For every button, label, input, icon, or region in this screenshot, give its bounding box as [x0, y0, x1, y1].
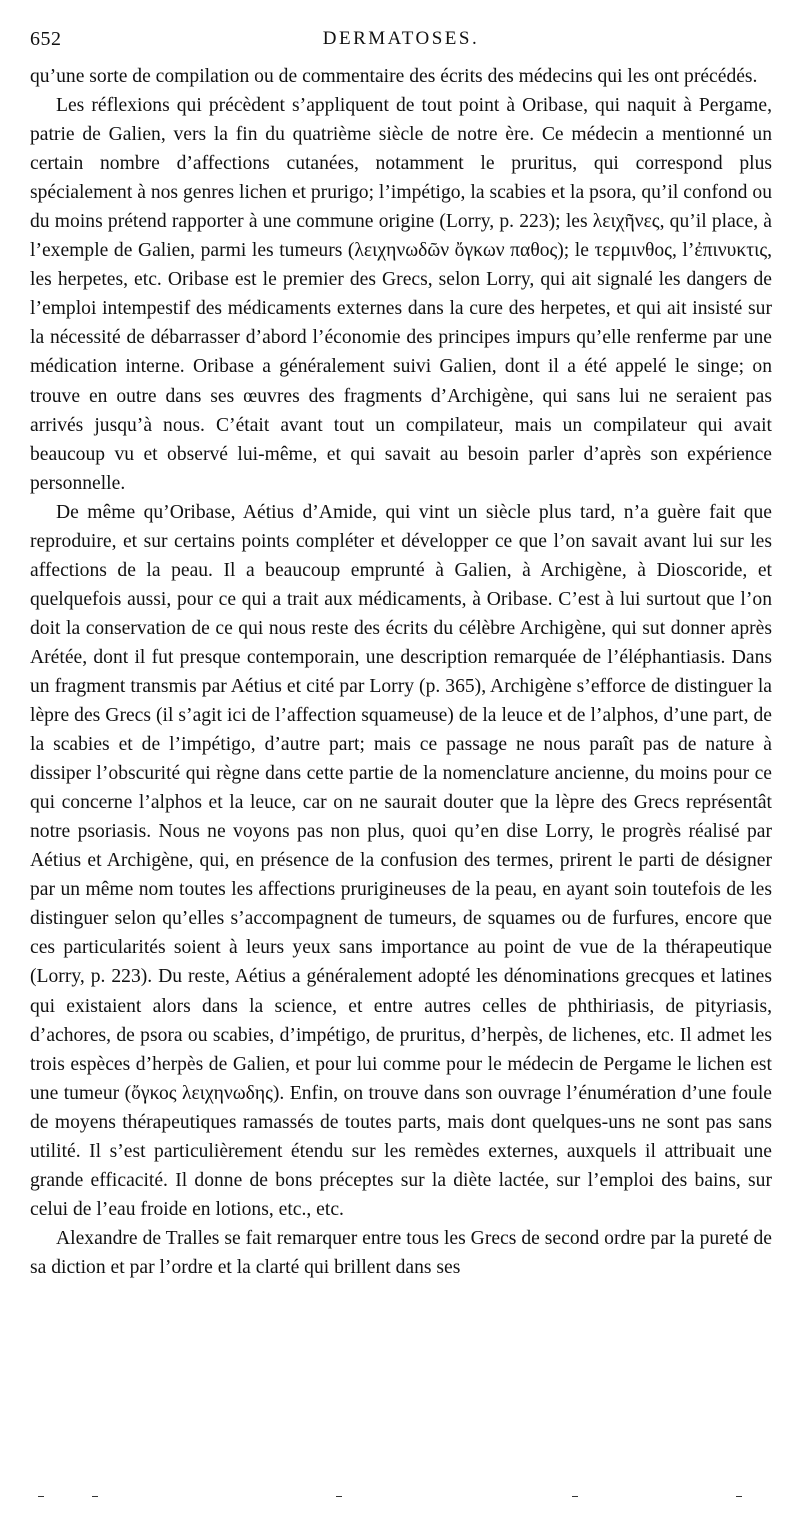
scan-mark [736, 1496, 742, 1497]
paragraph-oribase: Les réflexions qui précèdent s’appliquent de tout point à Oribase, qui naquit à Pergame, patrie de Galien, vers la fin du quatrième siècle de notre ère. Ce médecin a mentionné un certain nombre d’affections cutanées, notamment le pruritus, qui correspond plus spécialement à nos genres lichen et prurigo; l’impétigo, la scabies et la psora, qu’il confond ou du moins prétend rapporter à une commune origine (Lorry, p. 223); les λειχῆνες, qu’il place, à l’exemple de Galien, parmi les tumeurs (λειχηνωδῶν ὄγκων παθος); le τερμινθος, l’ἐπινυκτις, les herpetes, etc. Oribase est le premier des Grecs, selon Lorry, qui ait signalé les dangers de l’emploi intempestif des médicaments externes dans la cure des herpetes, et qui ait insisté sur la nécessité de débarrasser d’abord l’économie des principes impurs qu’elle renferme par une médication interne. Oribase a généralement suivi Galien, dont il a été appelé le singe; on trouve en outre dans ses œuvres des fragments d’Archigène, qui sans lui ne seraient pas arrivés jusqu’à nous. C’était avant tout un compilateur, mais un compilateur qui avait beaucoup vu et observé lui-même, et qui savait au besoin parler d’après son expérience personnelle. [30, 95, 772, 494]
running-head: DERMATOSES. [322, 28, 480, 49]
paragraph-alexandre: Alexandre de Tralles se fait remarquer entre tous les Grecs de second ordre par la pureté de sa diction et par l’ordre et la clarté qui brillent dans ses [30, 1227, 772, 1278]
footer-marks [30, 1496, 772, 1508]
page-header [30, 28, 772, 60]
scan-mark [572, 1496, 578, 1497]
body-text [30, 62, 772, 1282]
paragraph-continued: qu’une sorte de compilation ou de commentaire des écrits des médecins qui les ont précédés. [30, 66, 758, 87]
scan-mark [336, 1496, 342, 1497]
page-number: 652 [30, 28, 62, 50]
scan-mark [38, 1496, 44, 1497]
scan-mark [92, 1496, 98, 1497]
paragraph-aetius: De même qu’Oribase, Aétius d’Amide, qui vint un siècle plus tard, n’a guère fait que reproduire, et sur certains points compléter et développer ce que l’on savait avant lui sur les affections de la peau. Il a beaucoup emprunté à Galien, à Archigène, à Dioscoride, et quelquefois aussi, pour ce qui a trait aux médicaments, à Oribase. C’est à lui surtout que l’on doit la conservation de ce qui nous reste des écrits du célèbre Archigène, qui sut donner après Arétée, dont il fut presque contemporain, une description remarquée de l’éléphantiasis. Dans un fragment transmis par Aétius et cité par Lorry (p. 365), Archigène s’efforce de distinguer la lèpre des Grecs (il s’agit ici de l’affection squameuse) de la leuce et de l’alphos, d’une part, de la scabies et de l’impétigo, d’autre part; mais ce passage ne nous paraît pas de nature à dissiper l’obscurité qui règne dans cette partie de la nomenclature ancienne, du moins pour ce qui concerne l’alphos et la leuce, car on ne saurait douter que la lèpre des Grecs représentât notre psoriasis. Nous ne voyons pas non plus, quoi qu’en dise Lorry, le progrès réalisé par Aétius et Archigène, qui, en présence de la confusion des termes, prirent le parti de désigner par un même nom toutes les affections prurigineuses de la peau, en ayant soin toutefois de les distinguer selon qu’elles s’accompagnent de tumeurs, de squames ou de furfures, encore que ces particularités soient à leurs yeux sans importance au point de vue de la thérapeutique (Lorry, p. 223). Du reste, Aétius a généralement adopté les dénominations grecques et latines qui existaient alors dans la science, et entre autres celles de phthiriasis, de pityriasis, d’achores, de psora ou scabies, d’impétigo, de pruritus, d’herpès, de lichenes, etc. Il admet les trois espèces d’herpès de Galien, et pour lui comme pour le médecin de Pergame le lichen est une tumeur (ὄγκος λειχηνωδης). Enfin, on trouve dans son ouvrage l’énumération d’une foule de moyens thérapeutiques ramassés de toutes parts, mais dont quelques-uns ne sont pas sans utilité. Il s’est particulièrement étendu sur les remèdes externes, auxquels il attribuait une grande efficacité. Il donne de bons préceptes sur la diète lactée, sur l’emploi des bains, sur celui de l’eau froide en lotions, etc., etc. [30, 501, 772, 1220]
